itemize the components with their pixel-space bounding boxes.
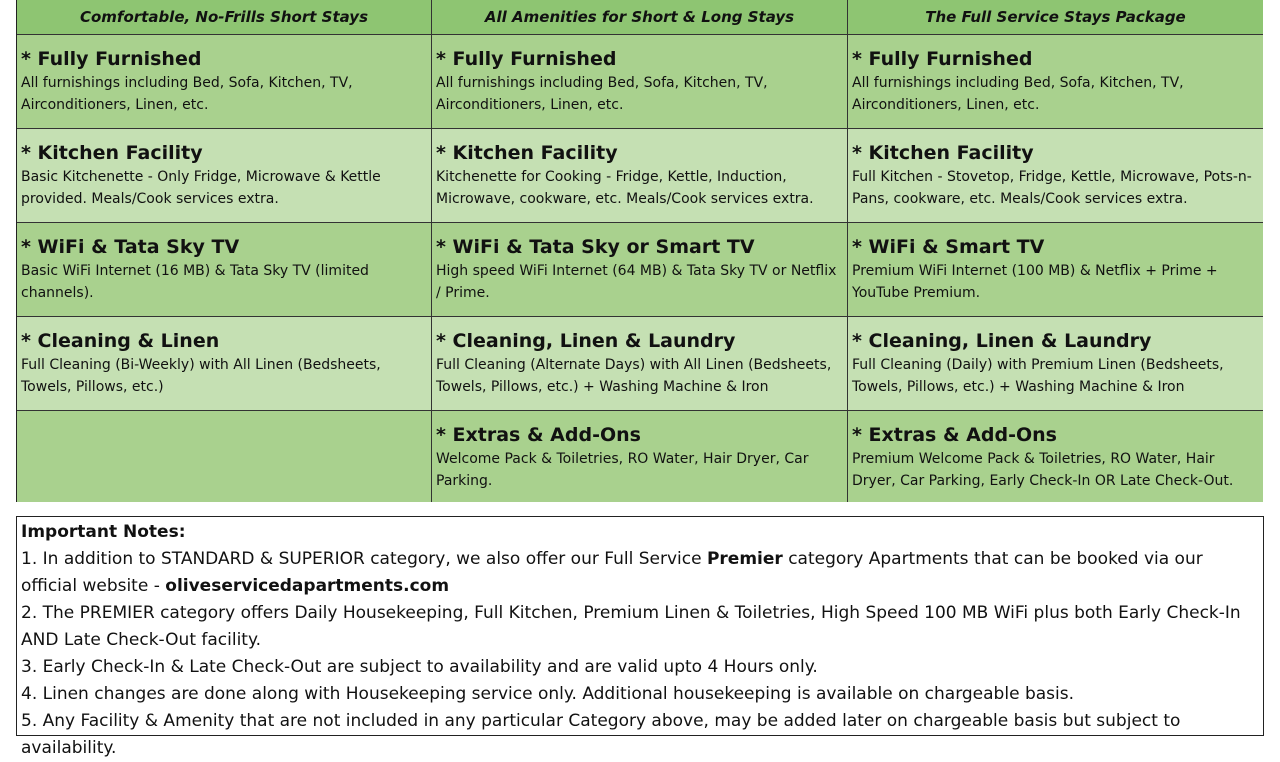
feature-title: * Fully Furnished <box>21 48 202 70</box>
feature-description: Full Cleaning (Bi-Weekly) with All Linen (Bedsheets, Towels, Pillows, etc.) <box>21 357 381 395</box>
table-cell <box>17 317 432 411</box>
table-cell <box>848 411 1263 502</box>
feature-title: * WiFi & Tata Sky or Smart TV <box>436 236 755 258</box>
feature-title: * Kitchen Facility <box>21 142 203 164</box>
feature-description: Full Kitchen - Stovetop, Fridge, Kettle, Microwave, Pots-n-Pans, cookware, etc. Meals/Cook services extra. <box>852 169 1252 207</box>
feature-description: Premium Welcome Pack & Toiletries, RO Water, Hair Dryer, Car Parking, Early Check-In OR Late Check-Out. <box>852 451 1234 489</box>
feature-description: Full Cleaning (Alternate Days) with All Linen (Bedsheets, Towels, Pillows, etc.) + Washing Machine & Iron <box>436 357 832 395</box>
table-cell <box>848 35 1263 129</box>
table-cell <box>848 317 1263 411</box>
note-text: category Apartments that can be booked via our official website - <box>21 549 1203 596</box>
feature-description: Welcome Pack & Toiletries, RO Water, Hair Dryer, Car Parking. <box>436 451 809 489</box>
feature-title: * WiFi & Smart TV <box>852 236 1045 258</box>
note-1 <box>21 546 1259 600</box>
feature-description: Basic WiFi Internet (16 MB) & Tata Sky TV (limited channels). <box>21 263 369 301</box>
table-cell <box>17 411 432 502</box>
notes-title: Important Notes: <box>21 522 186 542</box>
column-header-superior: All Amenities for Short & Long Stays <box>432 0 848 35</box>
feature-description: Kitchenette for Cooking - Fridge, Kettle, Induction, Microwave, cookware, etc. Meals/Cook services extra. <box>436 169 814 207</box>
feature-description: All furnishings including Bed, Sofa, Kitchen, TV, Airconditioners, Linen, etc. <box>436 75 768 113</box>
feature-title: * Fully Furnished <box>436 48 617 70</box>
note-4: 4. Linen changes are done along with Housekeeping service only. Additional housekeeping is available on chargeable basis. <box>21 684 1074 704</box>
website-link[interactable]: oliveservicedapartments.com <box>165 576 450 596</box>
table-cell <box>17 223 432 317</box>
feature-title: * Kitchen Facility <box>436 142 618 164</box>
feature-description: All furnishings including Bed, Sofa, Kitchen, TV, Airconditioners, Linen, etc. <box>852 75 1184 113</box>
feature-title: * Cleaning & Linen <box>21 330 220 352</box>
feature-title: * WiFi & Tata Sky TV <box>21 236 240 258</box>
column-header-premier: The Full Service Stays Package <box>848 0 1263 35</box>
table-cell <box>432 35 848 129</box>
feature-description: Full Cleaning (Daily) with Premium Linen (Bedsheets, Towels, Pillows, etc.) + Washing Machine & Iron <box>852 357 1224 395</box>
note-2: 2. The PREMIER category offers Daily Housekeeping, Full Kitchen, Premium Linen & Toiletries, High Speed 100 MB WiFi plus both Early Check-In AND Late Check-Out facility. <box>21 603 1241 650</box>
table-cell <box>432 411 848 502</box>
table-cell <box>848 129 1263 223</box>
amenities-table <box>16 0 1262 502</box>
feature-title: * Cleaning, Linen & Laundry <box>436 330 736 352</box>
table-cell <box>17 35 432 129</box>
table-cell <box>432 129 848 223</box>
feature-description: Basic Kitchenette - Only Fridge, Microwave & Kettle provided. Meals/Cook services extra. <box>21 169 381 207</box>
table-cell <box>432 317 848 411</box>
note-text: 1. In addition to STANDARD & SUPERIOR category, we also offer our Full Service <box>21 549 707 569</box>
table-cell <box>848 223 1263 317</box>
note-3: 3. Early Check-In & Late Check-Out are subject to availability and are valid upto 4 Hours only. <box>21 657 818 677</box>
feature-title: * Cleaning, Linen & Laundry <box>852 330 1152 352</box>
feature-title: * Fully Furnished <box>852 48 1033 70</box>
table-cell <box>17 129 432 223</box>
feature-title: * Extras & Add-Ons <box>852 424 1057 446</box>
feature-description: Premium WiFi Internet (100 MB) & Netflix + Prime + YouTube Premium. <box>852 263 1218 301</box>
note-5: 5. Any Facility & Amenity that are not included in any particular Category above, may be added later on chargeable basis but subject to availability. <box>21 711 1181 758</box>
feature-title: * Extras & Add-Ons <box>436 424 641 446</box>
important-notes <box>16 516 1264 758</box>
note-highlight: Premier <box>706 549 783 569</box>
table-cell <box>432 223 848 317</box>
feature-description: High speed WiFi Internet (64 MB) & Tata Sky TV or Netflix / Prime. <box>436 263 837 301</box>
feature-title: * Kitchen Facility <box>852 142 1034 164</box>
feature-description: All furnishings including Bed, Sofa, Kitchen, TV, Airconditioners, Linen, etc. <box>21 75 353 113</box>
column-header-standard: Comfortable, No-Frills Short Stays <box>17 0 432 35</box>
